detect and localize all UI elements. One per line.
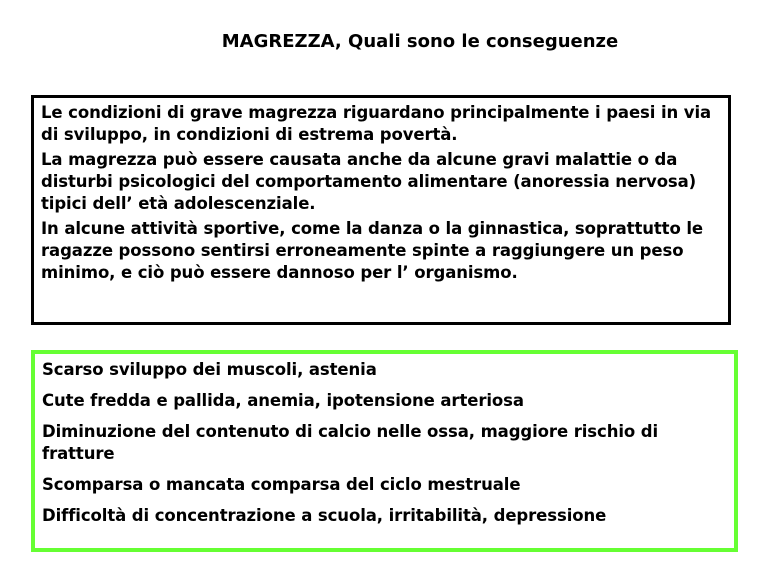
consequences-box xyxy=(31,350,738,552)
consequence-item: Difficoltà di concentrazione a scuola, irritabilità, depressione xyxy=(42,506,607,525)
intro-box xyxy=(31,95,731,325)
consequence-item: Scomparsa o mancata comparsa del ciclo mestruale xyxy=(42,475,521,494)
intro-paragraph: La magrezza può essere causata anche da alcune gravi malattie o da disturbi psicologici del comportamento alimentare (anoressia nervosa) tipici dell’ età adolescenziale. xyxy=(41,150,697,213)
intro-paragraph: In alcune attività sportive, come la danza o la ginnastica, soprattutto le ragazze possono sentirsi erroneamente spinte a raggiungere un peso minimo, e ciò può essere dannoso per l’ organismo. xyxy=(41,219,703,282)
intro-paragraph: Le condizioni di grave magrezza riguardano principalmente i paesi in via di sviluppo, in condizioni di estrema povertà. xyxy=(41,103,712,144)
consequence-item: Scarso sviluppo dei muscoli, astenia xyxy=(42,360,377,379)
consequence-item: Cute fredda e pallida, anemia, ipotensione arteriosa xyxy=(42,391,524,410)
page-title: MAGREZZA, Quali sono le conseguenze xyxy=(221,31,619,52)
consequence-item: Diminuzione del contenuto di calcio nelle ossa, maggiore rischio di fratture xyxy=(42,422,659,463)
